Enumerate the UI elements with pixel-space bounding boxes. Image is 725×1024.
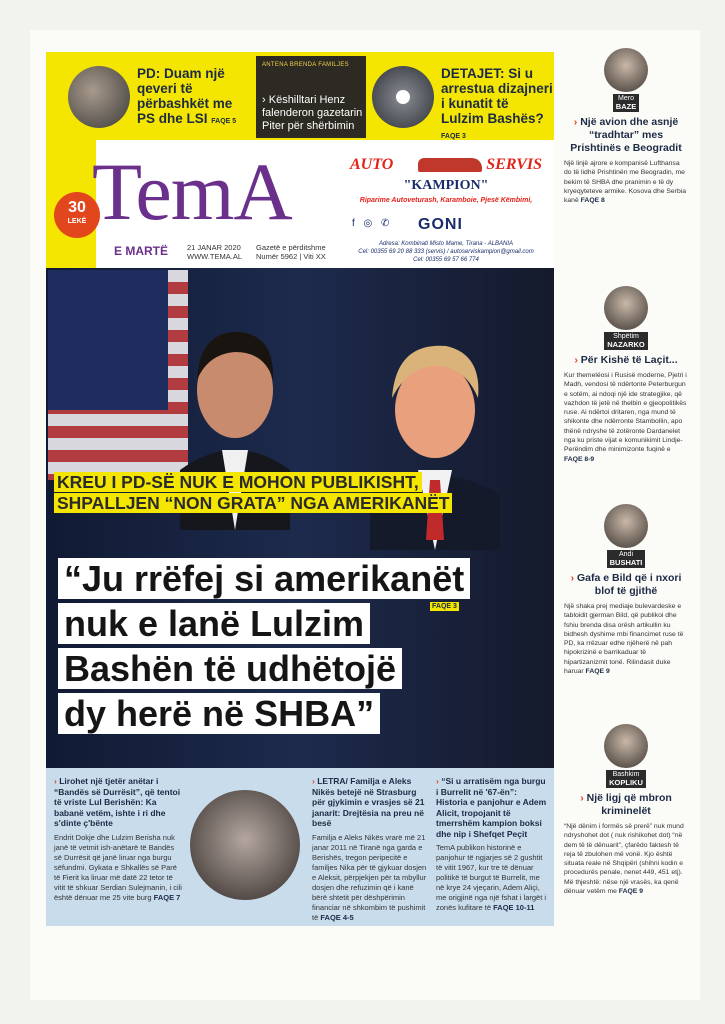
author-name <box>613 94 639 112</box>
lead-kicker[interactable] <box>54 472 490 513</box>
opinion-body-text: Një linjë ajrore e kompanisë Lufthansa do të lidhë Prishtinën me Beogradin, me bekim të SHBA dhe pranimin e të dy kryeqyteteve armike. <box>564 160 685 195</box>
story-photo-aleks-nika[interactable] <box>190 790 300 900</box>
lead-headline[interactable] <box>58 556 536 736</box>
opinion-mero-baze[interactable] <box>564 48 688 205</box>
opinion-body-text: Një shaka prej mediaje bulevardeske e tabloidit gjerman Bild, që publikoi dhe fshiu brenda disa orësh artikullin ku bidhesh dyshime mbi financimet ruse të PD, ka rrëzuar edhe njëherë në pah hipokrizinë e barrikaduar të hipartizanizmit tonë. <box>564 603 684 666</box>
story-headline-text: “Si u arratisëm nga burgu i Burrelit në '67-ën”: Historia e panjohur e Adem Alicit, tropojanit të tmerrshëm kampion boksi dhe nip i Shefqet Peçit <box>436 776 547 839</box>
story-body-text: Endrit Dokje dhe Lulzim Berisha nuk janë të vetmit ish-anëtarë të Bandës së Durrësit që janë liruar nga burgu sëfundmi. Gykata e Shkallës së Parë të Fierit ka liruar më datë 22 tetor të vitit të shkuar Serdian Sulejmanin, i cili është dënuar me 25 vite burg <box>54 832 182 902</box>
author-first-name: Shpëtim <box>613 333 639 340</box>
opinion-title-text: Një ligj që mbron kriminelët <box>586 792 672 817</box>
edition-type: Gazetë e përditshme <box>256 243 326 252</box>
author-photo <box>604 724 648 768</box>
headline-line: “Ju rrëfej si amerikanët <box>58 558 470 599</box>
issue-edition <box>256 243 326 261</box>
headline-line: Bashën të udhëtojë <box>58 648 402 689</box>
headline-line: dy herë në SHBA” <box>58 693 380 734</box>
author-photo <box>604 504 648 548</box>
antena-teaser-title: Këshilltari Henz falenderon gazetarin Piter për shërbimin <box>262 94 363 132</box>
story-body-text: Familja e Aleks Nikës vrarë më 21 janar 2011 në Tiranë nga garda e Berishës, tregon peripecitë e familjes Nika për të gjykuar dosjen e Aleksit, përpjekjen për ta mbyllur dosjen dhe refuzimin që i kanë bërë shtetit për dëshpërimin financiar në shkombim të pushimit të <box>312 832 427 922</box>
teaser-photo-politicians[interactable] <box>68 66 130 128</box>
author-first-name: Bashkim <box>612 771 640 778</box>
story-headline-text: LETRA/ Familja e Aleks Nikës betejë në Strasburg për gjykimin e vrasjes së 21 janarit: Drejtësia na preu në besë <box>312 776 425 828</box>
story-burreli[interactable] <box>436 776 548 913</box>
opinion-body <box>564 822 688 896</box>
opinion-title: › Një avion dhe asnjë “tradhtar” mes Prishtinës e Beogradit <box>570 116 682 154</box>
ad-phone-1: Cel: 00355 69 20 88 333 (servis) / autoserviskampion@gmail.com <box>358 249 534 255</box>
author-name <box>606 770 646 788</box>
author-name <box>604 332 648 350</box>
teaser-photo-arrest[interactable] <box>372 66 434 128</box>
edition-number: Numër 5962 | Viti XX <box>256 252 326 261</box>
teaser-title: PD: Duam një qeveri të përbashkët me PS dhe LSI <box>137 66 233 126</box>
opinion-tail-text: Kosova dhe Serbia kanë <box>564 187 687 205</box>
issue-date <box>187 243 242 261</box>
story-headline-text: Lirohet një tjetër anëtar i “Bandës së Durrësit”, që tentoi të vriste Lul Berishën: Ka babanë vetëm, ishte i ri dhe s'dinte ç'bënte <box>54 776 181 828</box>
story-aleks-nika[interactable] <box>312 776 430 923</box>
author-photo <box>604 48 648 92</box>
opinion-andi-bushati[interactable] <box>564 504 688 676</box>
ad-goni-label: GONI <box>418 216 463 233</box>
story-headline: › “Si u arratisëm nga burgu i Burrelit në '67-ën”: Historia e panjohur e Adem Alicit, tropojanit të tmerrshëm kampion boksi dhe nip i Shefqet Peçit <box>436 776 547 839</box>
opinion-title-text: Gafa e Bild që i nxori blof të gjithë <box>576 572 682 597</box>
social-icons: f ◎ ✆ <box>352 218 393 229</box>
ad-services: Riparime Autoveturash, Karamboie, Pjesë Këmbimi, <box>359 197 533 204</box>
opinion-page-ref[interactable]: FAQE 9 <box>585 668 610 676</box>
opinion-title-text: Një avion dhe asnjë “tradhtar” mes Prishtinës e Beogradit <box>570 116 682 154</box>
opinion-body <box>564 371 688 464</box>
newspaper-logo[interactable]: TemA <box>92 146 292 237</box>
opinion-tail-text: Rilindasit duke haruar <box>564 658 671 676</box>
opinion-title: › Gafa e Bild që i nxori blof të gjithë <box>570 572 682 597</box>
price-value: 30 <box>68 199 86 216</box>
ad-servis-label: SERVIS <box>486 156 542 173</box>
author-last-name: BAZE <box>615 102 637 111</box>
author-first-name: Andi <box>618 551 633 558</box>
opinion-page-ref[interactable]: FAQE 8-9 <box>564 455 595 463</box>
play-icon[interactable] <box>396 90 410 104</box>
author-name <box>607 550 646 568</box>
teaser-page-ref: FAQE 5 <box>211 118 237 125</box>
headline-line: nuk e lanë Lulzim <box>58 603 370 644</box>
story-headline: › LETRA/ Familja e Aleks Nikës betejë në Strasburg për gjykimin e vrasjes së 21 janarit: Drejtësia na preu në besë <box>312 776 425 828</box>
author-last-name: NAZARKO <box>607 340 645 349</box>
us-flag-canton <box>48 270 168 410</box>
ad-business-name: "KAMPION" <box>403 178 489 193</box>
ad-phone-2: Cel: 00355 69 57 66 774 <box>413 257 479 263</box>
story-body <box>436 843 548 913</box>
ad-contact <box>338 240 554 264</box>
website-link[interactable]: WWW.TEMA.AL <box>187 252 242 261</box>
teaser-title: DETAJET: Si u arrestua dizajneri i kunatit të Lulzim Bashës? <box>441 66 553 126</box>
story-page-ref[interactable]: FAQE 4-5 <box>320 912 354 922</box>
opinion-title: › Një ligj që mbron kriminelët <box>580 792 672 817</box>
kicker-text: KREU I PD-SË NUK E MOHON PUBLIKISHT, SHPALLJEN “NON GRATA” NGA AMERIKANËT <box>54 472 452 513</box>
person-right-photo <box>360 320 510 550</box>
story-page-ref[interactable]: FAQE 10-11 <box>493 903 535 912</box>
opinion-page-ref[interactable]: FAQE 8 <box>580 197 605 205</box>
story-page-ref[interactable]: FAQE 7 <box>153 892 181 902</box>
opinion-body-text: Kur themelëosi i Rusisë moderne, Pjetri i Madh, vendosi të ndërtonte Peterburgun e sotëm, ai ndoqi një ide strategjike, që vazhdon të jetë në thelbin e gjeopolitikës ruse. Ai ndërtoi dritaren, nga mund të shikonte dhe ndërronte Stambollin, apo thënë ndryshe të zotëronte Dardanelet nga ku priste vijat e komunikimit Lindje-Perëndim dhe minimizonte fuqinë e <box>564 372 687 454</box>
opinion-bashkim-kopliku[interactable] <box>564 724 688 896</box>
lead-page-ref[interactable]: FAQE 3 <box>432 603 457 610</box>
story-body <box>54 833 184 903</box>
car-icon <box>418 158 482 172</box>
ad-auto-label: AUTO <box>350 156 394 173</box>
auto-servis-ad[interactable] <box>338 148 554 266</box>
antena-logo: ANTENA BRENDA FAMILJES <box>262 62 349 68</box>
opinion-title-text: Për Kishë të Laçit... <box>580 354 678 366</box>
opinion-shpetim-nazarko[interactable] <box>564 286 688 464</box>
teaser-arrest[interactable] <box>441 66 553 144</box>
opinion-body-text: “Një dënim i formës së prerë” nuk mund ndryshohet dot ( nuk rishikohet dot) “në dem të të dënuarit”, çfarëdo faktesh të reja të zbulohen më vonë. Kjo është situata reale në Shqipëri (shihni kodin e procedurës penale, nenet 449, 451 etj). Më thjeshtë: nëse një vrasës, ka qenë dënuar vetëm me <box>564 823 684 896</box>
story-banda-durresit[interactable] <box>54 776 184 903</box>
author-last-name: KOPLIKU <box>609 778 643 787</box>
story-body-text: TemA publikon historinë e panjohur të ngjarjes së 2 gushtit të vitit 1967, kur tre të dënuar politikë të burgut të Burrelit, me në krye 24 vjeçarin, Adem Aliçi, me origjinë nga një fshat i largët i zonës kufitare të <box>436 843 547 912</box>
author-photo <box>604 286 648 330</box>
story-headline: › Lirohet një tjetër anëtar i “Bandës së Durrësit”, që tentoi të vriste Lul Berishën: Ka babanë vetëm, ishte i ri dhe s'dinte ç'bënte <box>54 776 181 828</box>
antena-teaser-text: › Këshilltari Henz falenderon gazetarin Piter për shërbimin <box>262 94 363 132</box>
price-currency: LEKË <box>67 218 87 225</box>
author-last-name: BUSHATI <box>609 558 643 567</box>
opinion-body <box>564 602 688 676</box>
opinion-title: › Për Kishë të Laçit... <box>574 354 678 366</box>
teaser-page-ref: FAQE 3 <box>441 133 466 140</box>
issue-day: E MARTË <box>114 244 168 258</box>
story-body <box>312 833 430 923</box>
opinion-page-ref[interactable]: FAQE 9 <box>618 888 643 896</box>
ad-address: Adresa: Kombinati Misto Mame, Tirana - ALBANIA <box>378 241 514 247</box>
author-first-name: Mero <box>618 95 634 102</box>
opinion-body <box>564 159 688 205</box>
teaser-pd-coalition[interactable] <box>137 66 252 129</box>
date-text: 21 JANAR 2020 <box>187 243 241 252</box>
